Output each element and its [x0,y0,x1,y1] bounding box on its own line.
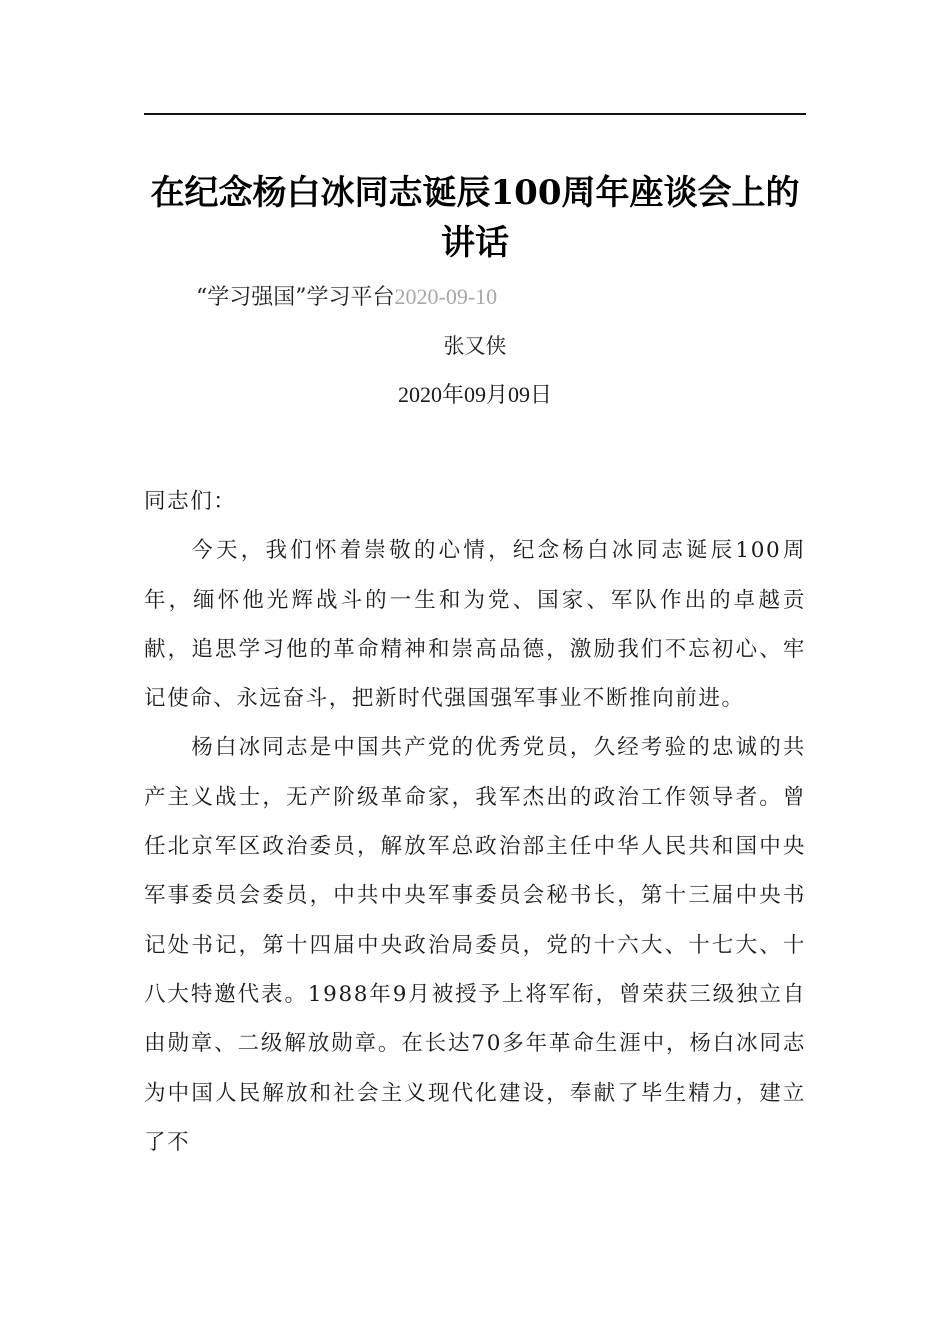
source-date: 2020-09-10 [394,284,498,309]
author-name: 张又侠 [443,334,507,358]
document-title: 在纪念杨白冰同志诞辰100周年座谈会上的讲话 [150,173,800,263]
document-body [144,477,806,1167]
source-line [196,282,497,313]
salutation: 同志们： [144,489,237,514]
source-name: “学习强国”学习平台 [196,285,395,310]
header-rule [144,113,806,115]
paragraph-1: 今天，我们怀着崇敬的心情，纪念杨白冰同志诞辰100周年，缅怀他光辉战斗的一生和为党、国家、军队作出的卓越贡献，追思学习他的革命精神和崇高品德，激励我们不忘初心、牢记使命、永远奋斗，把新时代强国强军事业不断推向前进。 [144,538,806,712]
paragraph-2: 杨白冰同志是中国共产党的优秀党员，久经考验的忠诚的共产主义战士，无产阶级革命家，我军杰出的政治工作领导者。曾任北京军区政治委员，解放军总政治部主任中华人民共和国中央军事委员会委员，中共中央军事委员会秘书长，第十三届中央书记处书记，第十四届中央政治局委员，党的十六大、十七大、十八大特邀代表。1988年9月被授予上将军衔，曾荣获三级独立自由勋章、二级解放勋章。在长达70多年革命生涯中，杨白冰同志为中国人民解放和社会主义现代化建设，奉献了毕生精力，建立了不 [144,735,806,1155]
speech-date: 2020年09月09日 [397,382,552,407]
